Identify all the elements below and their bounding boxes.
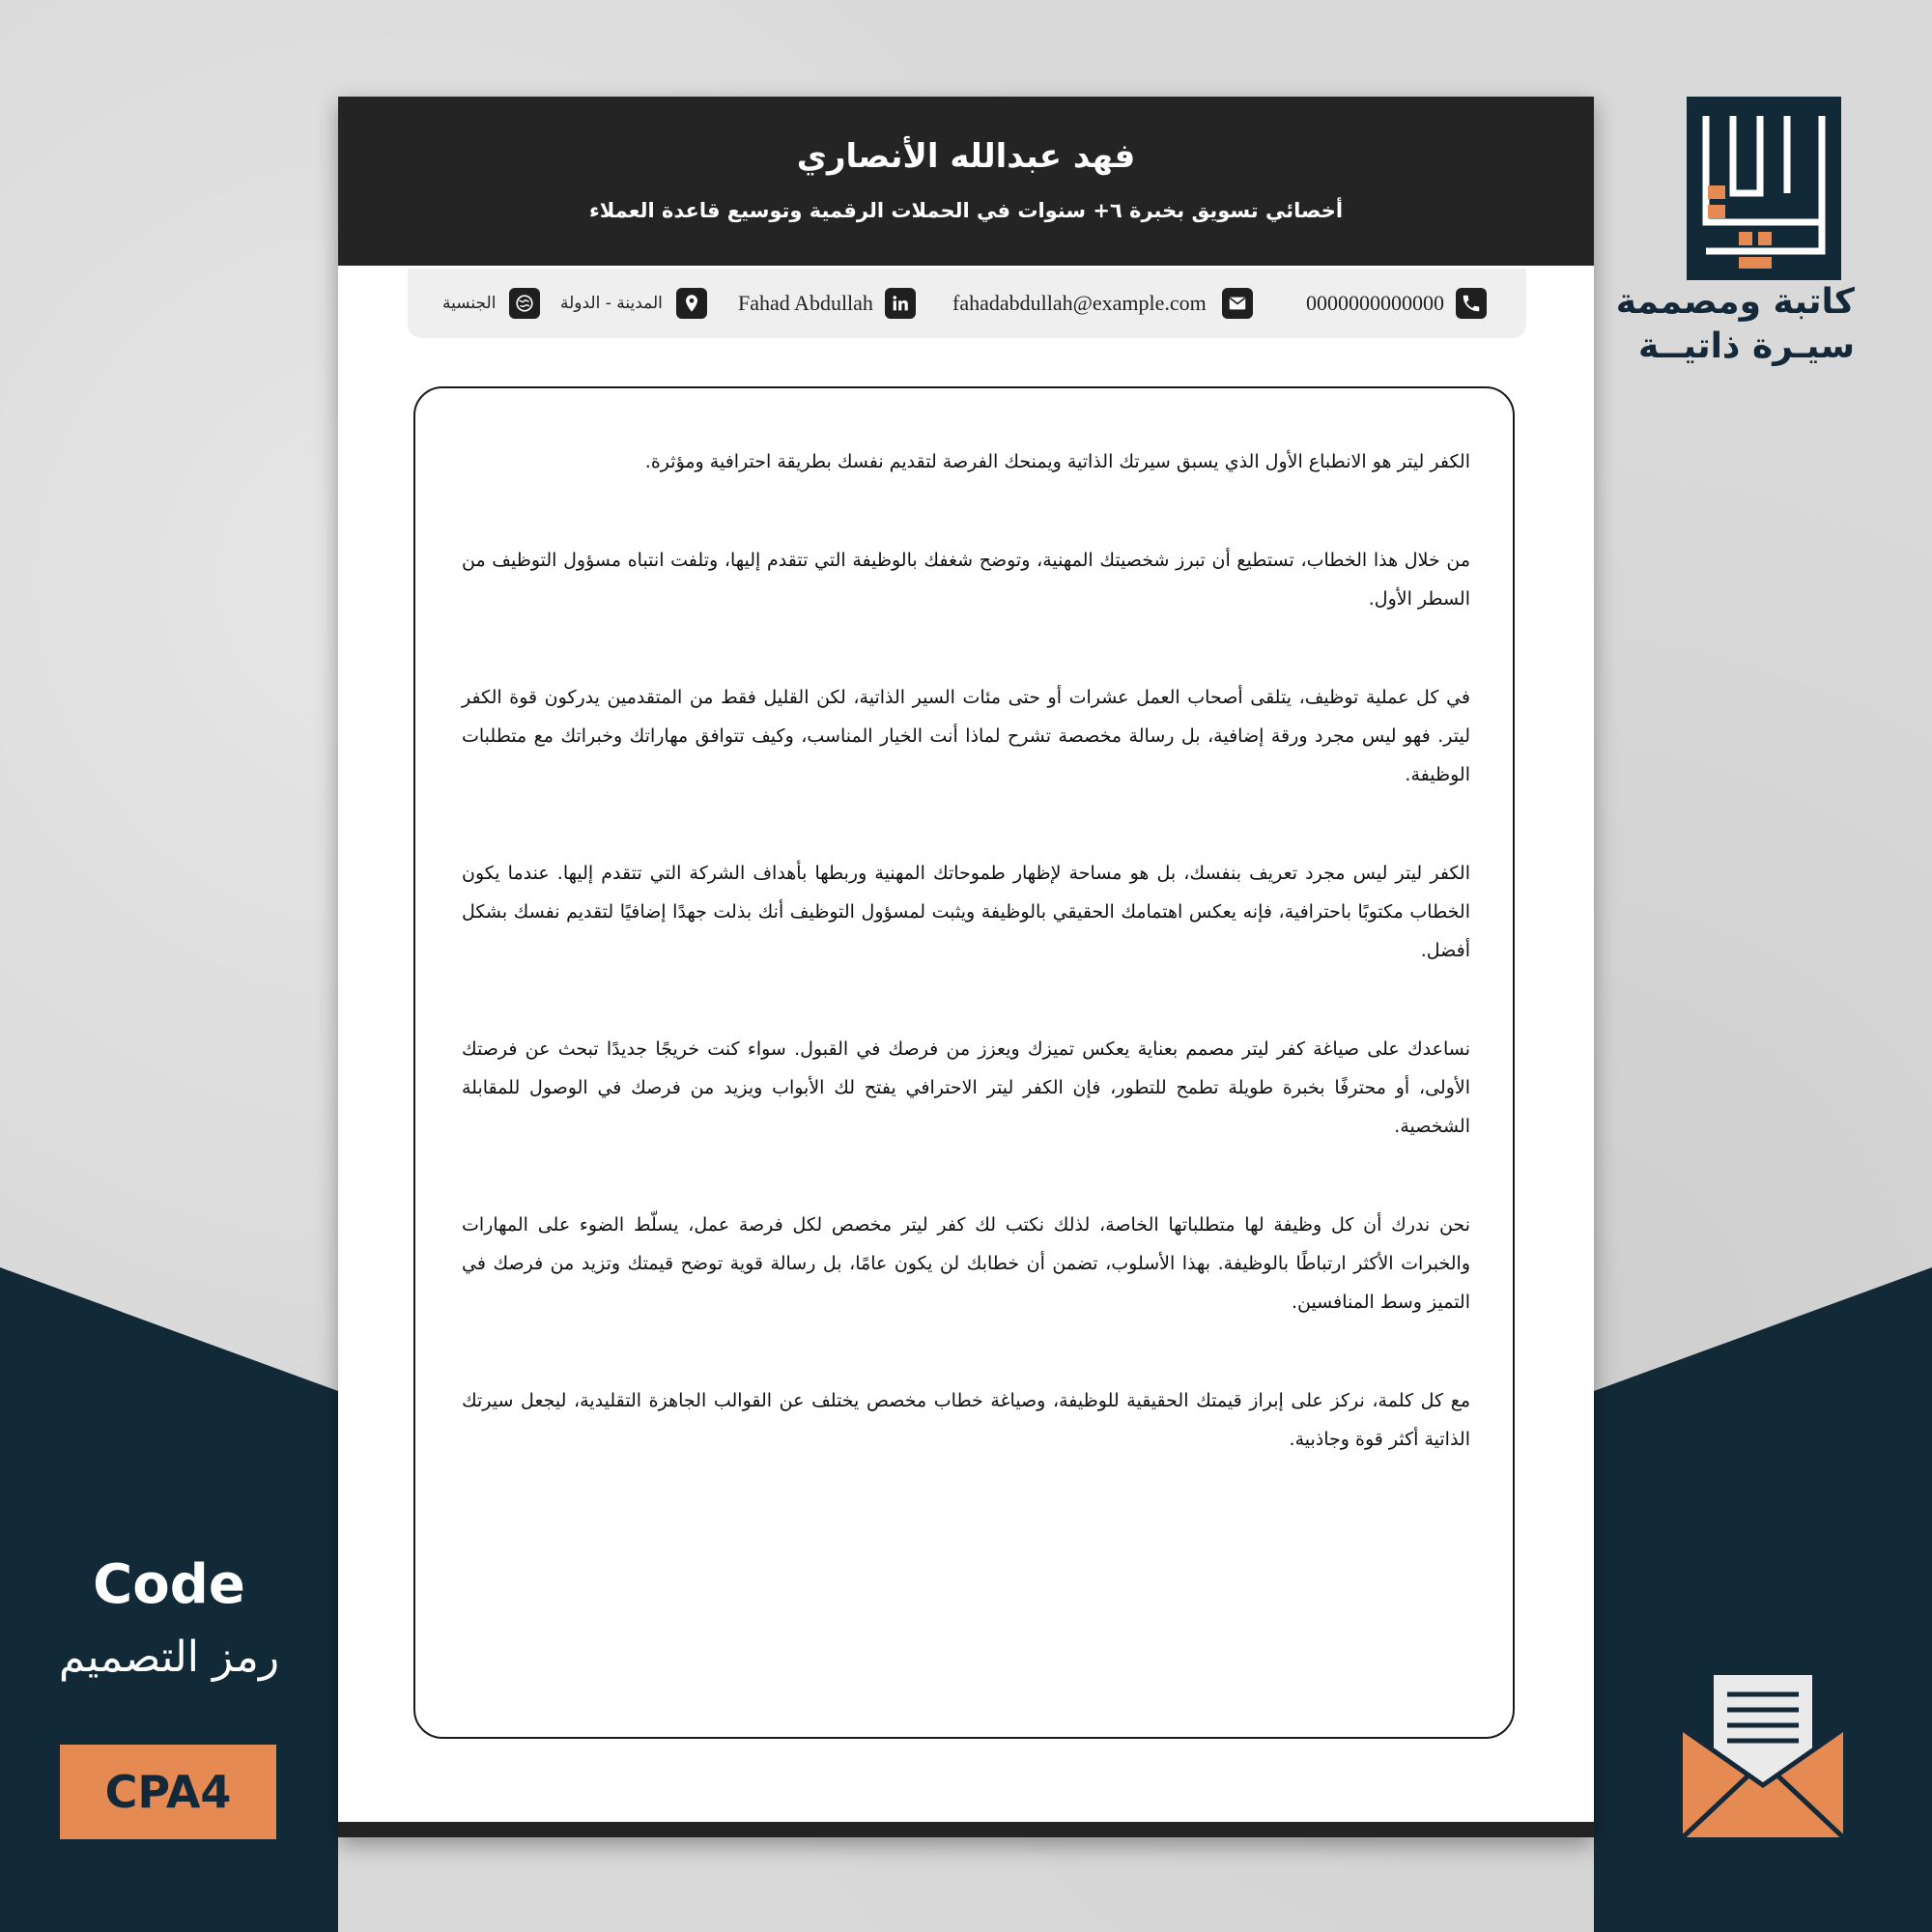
- applicant-name: فهد عبدالله الأنصاري: [796, 137, 1136, 176]
- linkedin-text: Fahad Abdullah: [738, 291, 873, 315]
- letter-body-frame: [413, 386, 1515, 1739]
- letter-body: [462, 442, 1470, 1519]
- nationality-text: الجنسية: [442, 294, 497, 313]
- letter-paragraph: مع كل كلمة، نركز على إبراز قيمتك الحقيقية للوظيفة، وصياغة خطاب مخصص يختلف عن القوالب الجاهزة التقليدية، ليجعل سيرتك الذاتية أكثر قوة وجاذبية.: [462, 1390, 1470, 1450]
- cover-letter-sheet: [338, 97, 1594, 1837]
- contact-linkedin: [738, 287, 916, 320]
- letter-paragraph: الكفر ليتر ليس مجرد تعريف بنفسك، بل هو مساحة لإظهار طموحاتك المهنية وربطها بأهداف الشركة التي تتقدم إليها. عندما يكون الخطاب مكتوبًا باحترافية، فإنه يعكس اهتمامك الحقيقي بالوظيفة ويثبت لمسؤول التوظيف أنك بذلت جهدًا إضافيًا لتقديم نفسك بشكل أفضل.: [462, 863, 1470, 961]
- design-code-title: Code: [93, 1553, 245, 1616]
- contact-phone: [1306, 287, 1487, 320]
- contact-nationality: [442, 287, 540, 320]
- letter-paragraph: من خلال هذا الخطاب، تستطيع أن تبرز شخصيتك المهنية، وتوضح شغفك بالوظيفة التي تتقدم إليها، وتلفت انتباه مسؤول التوظيف من السطر الأول.: [462, 550, 1470, 610]
- letter-paragraph: في كل عملية توظيف، يتلقى أصحاب العمل عشرات أو حتى مئات السير الذاتية، لكن القليل فقط من المتقدمين يدركون قوة الكفر ليتر. فهو ليس مجرد ورقة إضافية، بل رسالة مخصصة تشرح لماذا أنت الخيار المناسب، وكيف تتوافق مهاراتك وخبراتك مع متطلبات الوظيفة.: [462, 687, 1470, 785]
- phone-text: 0000000000000: [1306, 291, 1444, 315]
- email-text: fahadabdullah@example.com: [952, 291, 1207, 315]
- design-code-value: CPA4: [104, 1766, 232, 1818]
- envelope-icon: [1681, 1671, 1845, 1840]
- contact-bar: [408, 269, 1526, 338]
- location-text: المدينة - الدولة: [560, 294, 663, 313]
- design-code-subtitle: رمز التصميم: [58, 1633, 280, 1682]
- location-pin-icon: [676, 288, 707, 319]
- letter-paragraph: نساعدك على صياغة كفر ليتر مصمم بعناية يعكس تميزك ويعزز من فرصك في القبول. سواء كنت خريجًا جديدًا تبحث عن فرصتك الأولى، أو محترفًا بخبرة طويلة تطمح للتطور، فإن الكفر ليتر الاحترافي يفتح لك الأبواب ويزيد من فرصك في الوصول للمقابلة الشخصية.: [462, 1038, 1470, 1137]
- contact-email: [952, 287, 1253, 320]
- brand-tagline-1: كاتبة ومصممة: [1615, 282, 1855, 322]
- letter-paragraph: نحن ندرك أن كل وظيفة لها متطلباتها الخاصة، لذلك نكتب لك كفر ليتر مخصص لكل فرصة عمل، يسلّط الضوء على المهارات والخبرات الأكثر ارتباطًا بالوظيفة. بهذا الأسلوب، تضمن أن خطابك لن يكون عامًا، بل رسالة قوية توضح قيمتك وتزيد من فرصك في التميز وسط المنافسين.: [462, 1214, 1470, 1313]
- resume-header: [338, 97, 1594, 266]
- globe-icon: [509, 288, 540, 319]
- phone-icon: [1456, 288, 1487, 319]
- kufic-logo-icon: [1687, 97, 1841, 280]
- applicant-title: أخصائي تسويق بخبرة ٦+ سنوات في الحملات الرقمية وتوسيع قاعدة العملاء: [588, 199, 1344, 222]
- contact-location: [560, 287, 707, 320]
- email-icon: [1222, 288, 1253, 319]
- letter-paragraph: الكفر ليتر هو الانطباع الأول الذي يسبق سيرتك الذاتية ويمنحك الفرصة لتقديم نفسك بطريقة احترافية ومؤثرة.: [644, 451, 1470, 472]
- design-code-badge: [60, 1745, 276, 1839]
- sheet-bottom-bar: [338, 1822, 1594, 1837]
- brand-tagline-2: سيـرة ذاتيــة: [1637, 327, 1855, 366]
- linkedin-icon: [885, 288, 916, 319]
